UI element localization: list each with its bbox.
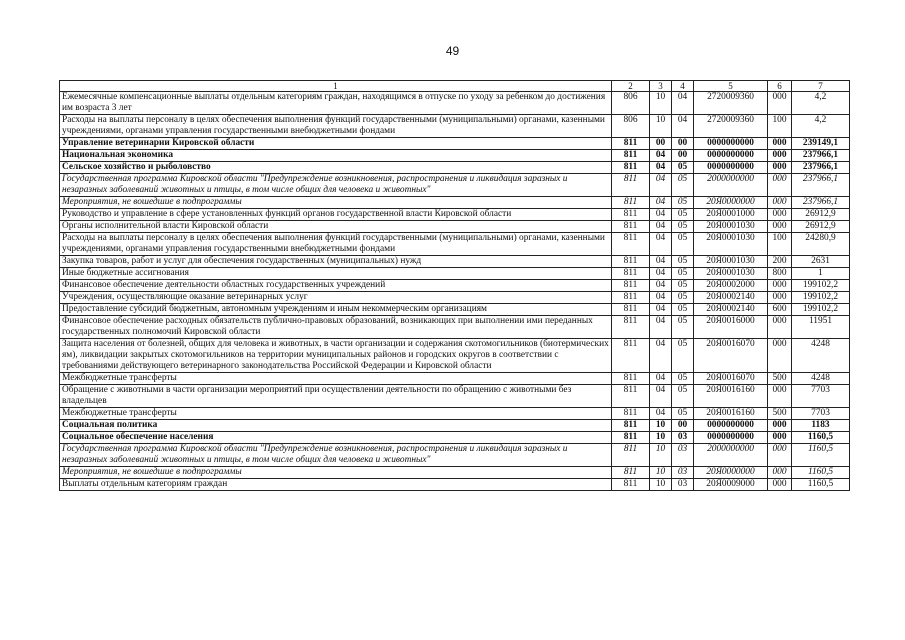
expense-type-cell: 000 [768,292,792,304]
expense-type-cell: 000 [768,420,792,432]
ministry-code-cell: 811 [612,408,650,420]
ministry-code-cell: 811 [612,467,650,479]
table-row [60,479,850,491]
subsection-code-cell: 05 [672,233,694,256]
ministry-code-cell: 811 [612,138,650,150]
budget-table [59,80,850,491]
table-row [60,197,850,209]
target-article-cell: 20Я0001000 [694,209,768,221]
subsection-code-cell: 03 [672,444,694,467]
target-article-cell: 20Я0002140 [694,304,768,316]
target-article-cell: 20Я0016070 [694,373,768,385]
ministry-code-cell: 806 [612,92,650,115]
ministry-code-cell: 811 [612,316,650,339]
target-article-cell: 0000000000 [694,162,768,174]
amount-cell: 1160,5 [792,479,850,491]
subsection-code-cell: 05 [672,268,694,280]
expense-type-cell: 200 [768,256,792,268]
expense-type-cell: 000 [768,444,792,467]
amount-cell: 7703 [792,408,850,420]
section-code-cell: 04 [650,197,672,209]
section-code-cell: 10 [650,420,672,432]
expense-type-cell: 000 [768,432,792,444]
row-name-cell: Государственная программа Кировской области "Предупреждение возникновения, распространения и ликвидация заразных и незаразных заболеваний животных и птицы, в том числе общих для человека и животных" [60,444,612,467]
ministry-code-cell: 811 [612,197,650,209]
row-name-cell: Обращение с животными в части организации мероприятий при осуществлении деятельности по обращению с животными без владельцев [60,385,612,408]
ministry-code-cell: 811 [612,292,650,304]
row-name-cell: Расходы на выплаты персоналу в целях обеспечения выполнения функций государственными (муниципальными) органами, казенными учреждениями, органами управления государственными внебюджетными фондами [60,233,612,256]
ministry-code-cell: 811 [612,150,650,162]
row-name-cell: Закупка товаров, работ и услуг для обеспечения государственных (муниципальных) нужд [60,256,612,268]
ministry-code-cell: 811 [612,209,650,221]
section-code-cell: 04 [650,373,672,385]
table-row [60,292,850,304]
subsection-code-cell: 05 [672,174,694,197]
row-name-cell: Выплаты отдельным категориям граждан [60,479,612,491]
table-row [60,432,850,444]
amount-cell: 237966,1 [792,197,850,209]
amount-cell: 1160,5 [792,444,850,467]
section-code-cell: 04 [650,209,672,221]
amount-cell: 24280,9 [792,233,850,256]
row-name-cell: Финансовое обеспечение расходных обязательств публично-правовых образований, возникающих при выполнении ими переданных государственных полномочий Кировской области [60,316,612,339]
row-name-cell: Социальная политика [60,420,612,432]
amount-cell: 237966,1 [792,174,850,197]
table-row [60,233,850,256]
subsection-code-cell: 05 [672,373,694,385]
ministry-code-cell: 811 [612,479,650,491]
expense-type-cell: 000 [768,280,792,292]
row-name-cell: Иные бюджетные ассигнования [60,268,612,280]
subsection-code-cell: 05 [672,385,694,408]
table-row [60,174,850,197]
amount-cell: 199102,2 [792,292,850,304]
row-name-cell: Руководство и управление в сфере установленных функций органов государственной власти Кировской области [60,209,612,221]
expense-type-cell: 000 [768,209,792,221]
header-cell: 1 [60,81,612,92]
target-article-cell: 0000000000 [694,138,768,150]
table-row [60,150,850,162]
header-cell: 3 [650,81,672,92]
amount-cell: 199102,2 [792,280,850,292]
amount-cell: 4,2 [792,92,850,115]
target-article-cell: 20Я0016160 [694,408,768,420]
amount-cell: 4248 [792,339,850,373]
table-row [60,444,850,467]
row-name-cell: Ежемесячные компенсационные выплаты отдельным категориям граждан, находящимся в отпуске по уходу за ребенком до достижения им возраста 3 лет [60,92,612,115]
ministry-code-cell: 811 [612,444,650,467]
row-name-cell: Предоставление субсидий бюджетным, автономным учреждениям и иным некоммерческим организациям [60,304,612,316]
amount-cell: 26912,9 [792,221,850,233]
target-article-cell: 20Я0016070 [694,339,768,373]
target-article-cell: 20Я0002000 [694,280,768,292]
expense-type-cell: 000 [768,162,792,174]
ministry-code-cell: 806 [612,115,650,138]
table-row [60,467,850,479]
target-article-cell: 2720009360 [694,115,768,138]
amount-cell: 2631 [792,256,850,268]
header-cell: 5 [694,81,768,92]
section-code-cell: 10 [650,115,672,138]
ministry-code-cell: 811 [612,268,650,280]
subsection-code-cell: 00 [672,420,694,432]
row-name-cell: Органы исполнительной власти Кировской области [60,221,612,233]
section-code-cell: 04 [650,339,672,373]
expense-type-cell: 100 [768,233,792,256]
subsection-code-cell: 03 [672,479,694,491]
ministry-code-cell: 811 [612,233,650,256]
section-code-cell: 04 [650,280,672,292]
section-code-cell: 10 [650,444,672,467]
subsection-code-cell: 05 [672,408,694,420]
table-row [60,385,850,408]
subsection-code-cell: 05 [672,280,694,292]
table-row [60,115,850,138]
expense-type-cell: 000 [768,385,792,408]
target-article-cell: 2720009360 [694,92,768,115]
expense-type-cell: 500 [768,408,792,420]
table-row [60,280,850,292]
header-cell: 6 [768,81,792,92]
section-code-cell: 10 [650,432,672,444]
target-article-cell: 20Я0000000 [694,467,768,479]
amount-cell: 11951 [792,316,850,339]
ministry-code-cell: 811 [612,420,650,432]
table-row [60,408,850,420]
row-name-cell: Учреждения, осуществляющие оказание ветеринарных услуг [60,292,612,304]
subsection-code-cell: 05 [672,339,694,373]
table-row [60,256,850,268]
expense-type-cell: 000 [768,138,792,150]
header-cell: 4 [672,81,694,92]
amount-cell: 199102,2 [792,304,850,316]
subsection-code-cell: 05 [672,304,694,316]
expense-type-cell: 000 [768,467,792,479]
ministry-code-cell: 811 [612,373,650,385]
table-row [60,420,850,432]
row-name-cell: Социальное обеспечение населения [60,432,612,444]
expense-type-cell: 800 [768,268,792,280]
section-code-cell: 04 [650,268,672,280]
amount-cell: 4,2 [792,115,850,138]
table-row [60,138,850,150]
target-article-cell: 0000000000 [694,432,768,444]
section-code-cell: 10 [650,92,672,115]
header-cell: 7 [792,81,850,92]
table-header-row [60,81,850,92]
subsection-code-cell: 05 [672,197,694,209]
amount-cell: 237966,1 [792,150,850,162]
target-article-cell: 20Я0001030 [694,268,768,280]
target-article-cell: 0000000000 [694,420,768,432]
subsection-code-cell: 03 [672,467,694,479]
table-row [60,162,850,174]
row-name-cell: Межбюджетные трансферты [60,373,612,385]
section-code-cell: 04 [650,174,672,197]
target-article-cell: 20Я0001030 [694,233,768,256]
target-article-cell: 20Я0001030 [694,256,768,268]
table-body [60,81,850,491]
expense-type-cell: 500 [768,373,792,385]
amount-cell: 1 [792,268,850,280]
section-code-cell: 04 [650,385,672,408]
section-code-cell: 10 [650,467,672,479]
subsection-code-cell: 05 [672,292,694,304]
amount-cell: 26912,9 [792,209,850,221]
expense-type-cell: 100 [768,115,792,138]
ministry-code-cell: 811 [612,162,650,174]
row-name-cell: Финансовое обеспечение деятельности областных государственных учреждений [60,280,612,292]
target-article-cell: 20Я0000000 [694,197,768,209]
ministry-code-cell: 811 [612,174,650,197]
row-name-cell: Государственная программа Кировской области "Предупреждение возникновения, распространения и ликвидация заразных и незаразных заболеваний животных и птицы, в том числе общих для человека и животных" [60,174,612,197]
row-name-cell: Управление ветеринарии Кировской области [60,138,612,150]
target-article-cell: 20Я0001030 [694,221,768,233]
expense-type-cell: 000 [768,92,792,115]
expense-type-cell: 000 [768,479,792,491]
ministry-code-cell: 811 [612,339,650,373]
section-code-cell: 04 [650,292,672,304]
ministry-code-cell: 811 [612,256,650,268]
row-name-cell: Межбюджетные трансферты [60,408,612,420]
subsection-code-cell: 04 [672,115,694,138]
ministry-code-cell: 811 [612,221,650,233]
section-code-cell: 04 [650,316,672,339]
table-row [60,304,850,316]
table-row [60,316,850,339]
section-code-cell: 10 [650,479,672,491]
row-name-cell: Мероприятия, не вошедшие в подпрограммы [60,467,612,479]
section-code-cell: 04 [650,304,672,316]
subsection-code-cell: 00 [672,138,694,150]
row-name-cell: Расходы на выплаты персоналу в целях обеспечения выполнения функций государственными (муниципальными) органами, казенными учреждениями, органами управления государственными внебюджетными фондами [60,115,612,138]
subsection-code-cell: 03 [672,432,694,444]
amount-cell: 1160,5 [792,467,850,479]
target-article-cell: 2000000000 [694,174,768,197]
expense-type-cell: 000 [768,221,792,233]
row-name-cell: Мероприятия, не вошедшие в подпрограммы [60,197,612,209]
section-code-cell: 04 [650,150,672,162]
table-row [60,92,850,115]
target-article-cell: 2000000000 [694,444,768,467]
page-number: 49 [445,44,460,58]
subsection-code-cell: 05 [672,209,694,221]
expense-type-cell: 000 [768,150,792,162]
row-name-cell: Национальная экономика [60,150,612,162]
target-article-cell: 20Я0009000 [694,479,768,491]
section-code-cell: 04 [650,408,672,420]
ministry-code-cell: 811 [612,280,650,292]
subsection-code-cell: 05 [672,316,694,339]
expense-type-cell: 000 [768,316,792,339]
table-row [60,339,850,373]
target-article-cell: 20Я0016000 [694,316,768,339]
table-row [60,221,850,233]
subsection-code-cell: 05 [672,256,694,268]
table-row [60,268,850,280]
expense-type-cell: 000 [768,174,792,197]
section-code-cell: 04 [650,233,672,256]
ministry-code-cell: 811 [612,385,650,408]
header-cell: 2 [612,81,650,92]
table-row [60,209,850,221]
table-row [60,373,850,385]
expense-type-cell: 600 [768,304,792,316]
amount-cell: 4248 [792,373,850,385]
amount-cell: 239149,1 [792,138,850,150]
amount-cell: 1183 [792,420,850,432]
expense-type-cell: 000 [768,197,792,209]
subsection-code-cell: 00 [672,150,694,162]
amount-cell: 1160,5 [792,432,850,444]
row-name-cell: Сельское хозяйство и рыболовство [60,162,612,174]
subsection-code-cell: 04 [672,92,694,115]
target-article-cell: 20Я0002140 [694,292,768,304]
section-code-cell: 04 [650,162,672,174]
target-article-cell: 20Я0016160 [694,385,768,408]
subsection-code-cell: 05 [672,221,694,233]
amount-cell: 7703 [792,385,850,408]
target-article-cell: 0000000000 [694,150,768,162]
section-code-cell: 04 [650,221,672,233]
expense-type-cell: 000 [768,339,792,373]
ministry-code-cell: 811 [612,304,650,316]
row-name-cell: Защита населения от болезней, общих для человека и животных, в части организации и содержания скотомогильников (биотермических ям), ликвидации закрытых скотомогильников на территории муниципальных районов и городских округов в соответствии с требованиями действующего ветеринарного законодательства Российской Федерации и Кировской области [60,339,612,373]
subsection-code-cell: 05 [672,162,694,174]
section-code-cell: 04 [650,256,672,268]
ministry-code-cell: 811 [612,432,650,444]
section-code-cell: 00 [650,138,672,150]
amount-cell: 237966,1 [792,162,850,174]
